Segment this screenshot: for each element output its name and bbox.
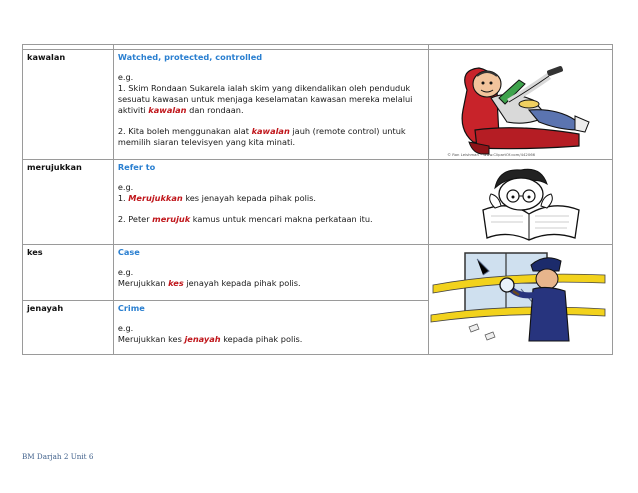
keyword: kawalan [148, 105, 187, 115]
keyword: jenayah [184, 334, 221, 344]
example-label: e.g. [117, 323, 134, 333]
example-sentence-1: 1. Skim Rondaan Sukarela ialah skim yang dikendalikan oleh penduduk sesuatu kawasan untuk menjaga keselamatan kawasan mereka melalui aktiviti kawalan dan rondaan. [117, 83, 413, 115]
vocab-meaning: Crime [117, 303, 145, 313]
example-sentence-2: 2. Peter merujuk kamus untuk mencari makna perkataan itu. [117, 214, 373, 224]
vocab-word: kawalan [27, 52, 66, 62]
example-sentence-1: 1. Merujukkan kes jenayah kepada pihak polis. [117, 193, 317, 203]
page-footer: BM Darjah 2 Unit 6 [22, 452, 94, 461]
table-row [23, 160, 613, 245]
table-row [23, 245, 613, 301]
keyword: kawalan [251, 126, 290, 136]
table-row [23, 50, 613, 160]
vocabulary-table [22, 44, 613, 355]
example-label: e.g. [117, 182, 134, 192]
example-sentence-2: 2. Kita boleh menggunakan alat kawalan jauh (remote control) untuk memilih siaran televisyen yang kita minati. [117, 126, 406, 147]
keyword: Merujukkan [128, 193, 183, 203]
example-sentence-1: Merujukkan kes jenayah kepada pihak polis. [117, 334, 303, 344]
police-crime-scene-illustration [429, 245, 608, 355]
example-label: e.g. [117, 267, 134, 277]
vocab-meaning: Watched, protected, controlled [117, 52, 263, 62]
image-credit: © Ron Leishman * www.ClipartOf.com/442066 [447, 152, 536, 157]
keyword: merujuk [152, 214, 191, 224]
vocab-word: merujukkan [27, 162, 82, 172]
man-with-remote-illustration [429, 50, 608, 160]
vocab-word: jenayah [27, 303, 64, 313]
vocab-meaning: Refer to [117, 162, 156, 172]
keyword: kes [168, 278, 184, 288]
vocab-word: kes [27, 247, 43, 257]
vocab-meaning: Case [117, 247, 140, 257]
example-label: e.g. [117, 72, 134, 82]
man-reading-book-illustration [429, 160, 608, 245]
example-sentence-1: Merujukkan kes jenayah kepada pihak polis. [117, 278, 301, 288]
